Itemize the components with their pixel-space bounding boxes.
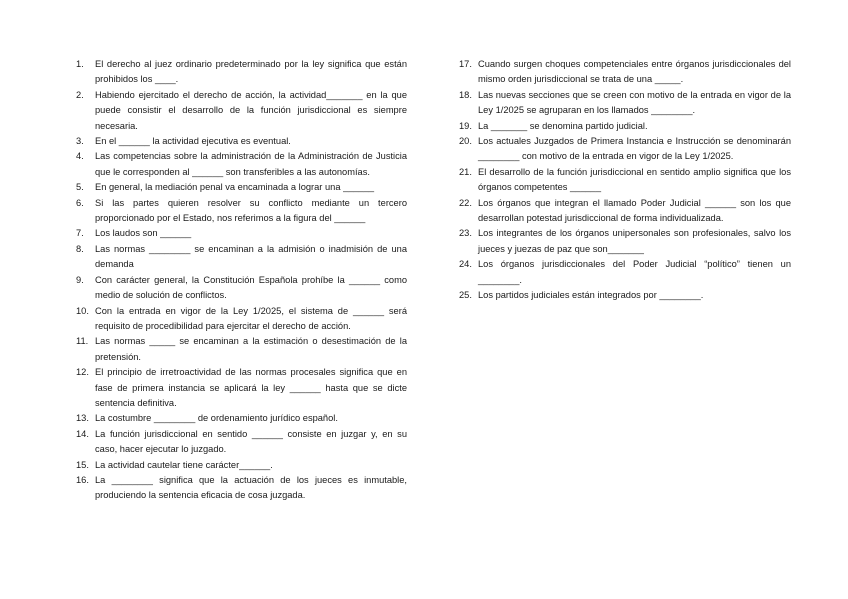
question-text: La ________ significa que la actuación de los jueces es inmutable, produciendo la sentencia eficacia de cosa juzgada. — [95, 474, 407, 501]
question-item — [76, 226, 407, 241]
question-text: La actividad cautelar tiene carácter______. — [95, 459, 273, 470]
question-number: 2. — [76, 89, 84, 100]
question-number: 1. — [76, 59, 84, 69]
question-number: 21. — [459, 166, 472, 177]
question-text: Si las partes quieren resolver su conflicto mediante un tercero proporcionado por el Estado, nos referimos a la figura del ______ — [95, 197, 407, 224]
question-number: 14. — [76, 428, 89, 439]
question-number: 12. — [76, 367, 89, 378]
question-item — [76, 458, 407, 473]
question-text: La función jurisdiccional en sentido ______ consiste en juzgar y, en su caso, hacer ejecutar lo juzgado. — [95, 428, 407, 455]
question-item — [76, 473, 407, 504]
question-item — [76, 334, 407, 365]
question-item — [459, 257, 791, 288]
question-number: 9. — [76, 274, 84, 285]
question-text: Los laudos son ______ — [95, 228, 192, 239]
question-number: 4. — [76, 151, 84, 162]
question-item — [76, 88, 407, 134]
question-text: Los órganos jurisdiccionales del Poder Judicial “político” tienen un ________. — [478, 259, 791, 285]
question-number: 6. — [76, 197, 84, 208]
question-item — [76, 57, 407, 88]
question-item — [76, 365, 407, 411]
question-item — [76, 411, 407, 426]
right-column — [459, 57, 791, 304]
question-item — [76, 273, 407, 304]
question-item — [459, 288, 791, 303]
question-text: Con carácter general, la Constitución Española prohíbe la ______ como medio de solución de conflictos. — [95, 274, 407, 301]
question-text: Los actuales Juzgados de Primera Instancia e Instrucción se denominarán ________ con motivo de la entrada en vigor de la Ley 1/2025. — [478, 136, 791, 162]
question-item — [76, 180, 407, 195]
question-text: Los partidos judiciales están integrados por ________. — [478, 290, 704, 301]
question-text: Cuando surgen choques competenciales entre órganos jurisdiccionales del mismo orden jurisdiccional se trata de una _____. — [478, 59, 791, 85]
question-number: 23. — [459, 228, 472, 239]
question-number: 16. — [76, 474, 89, 485]
question-text: El desarrollo de la función jurisdiccional en sentido amplio significa que los órganos competentes ______ — [478, 166, 791, 193]
question-number: 17. — [459, 59, 472, 69]
question-number: 15. — [76, 459, 89, 470]
question-text: Las competencias sobre la administración de la Administración de Justicia que le corresponden al ______ son transferibles a las autonomías. — [95, 151, 407, 177]
question-text: Las normas _____ se encaminan a la estimación o desestimación de la pretensión. — [95, 336, 407, 362]
question-item — [459, 196, 791, 227]
question-text: La _______ se denomina partido judicial. — [478, 120, 648, 131]
question-number: 10. — [76, 305, 89, 316]
left-column — [76, 57, 407, 504]
question-text: Los integrantes de los órganos unipersonales son profesionales, salvo los jueces y juezas de paz que son_______ — [478, 228, 791, 254]
question-item — [459, 226, 791, 257]
question-item — [76, 196, 407, 227]
question-number: 20. — [459, 136, 472, 147]
question-text: Las nuevas secciones que se creen con motivo de la entrada en vigor de la Ley 1/2025 se agruparan en los llamados ________. — [478, 89, 791, 116]
question-text: Las normas ________ se encaminan a la admisión o inadmisión de una demanda — [95, 243, 407, 270]
question-item — [76, 134, 407, 149]
question-number: 11. — [76, 336, 89, 347]
question-item — [76, 242, 407, 273]
question-text: Habiendo ejercitado el derecho de acción, la actividad_______ en la que puede consistir el desarrollo de la función jurisdiccional es siempre necesaria. — [95, 89, 407, 131]
question-number: 7. — [76, 228, 84, 239]
question-item — [76, 149, 407, 180]
question-item — [459, 119, 791, 134]
question-number: 13. — [76, 413, 89, 424]
question-list-right — [459, 57, 791, 304]
question-item — [459, 165, 791, 196]
question-number: 19. — [459, 120, 472, 131]
question-item — [459, 57, 791, 88]
question-item — [459, 88, 791, 119]
question-text: El principio de irretroactividad de las normas procesales significa que en fase de primera instancia se aplicará la ley ______ hasta que se dicte sentencia definitiva. — [95, 367, 407, 408]
question-text: El derecho al juez ordinario predeterminado por la ley significa que están prohibidos los ____. — [95, 59, 407, 85]
question-number: 22. — [459, 197, 472, 208]
question-text: En el ______ la actividad ejecutiva es eventual. — [95, 136, 291, 147]
question-number: 5. — [76, 182, 84, 193]
question-number: 3. — [76, 136, 84, 147]
question-item — [76, 304, 407, 335]
question-list-left — [76, 57, 407, 504]
question-number: 8. — [76, 243, 84, 254]
question-item — [459, 134, 791, 165]
question-item — [76, 427, 407, 458]
question-text: En general, la mediación penal va encaminada a lograr una ______ — [95, 182, 375, 193]
question-text: Los órganos que integran el llamado Poder Judicial ______ son los que desarrollan potestad jurisdiccional de forma individualizada. — [478, 197, 791, 224]
question-number: 24. — [459, 259, 472, 270]
question-number: 18. — [459, 89, 472, 100]
question-number: 25. — [459, 290, 472, 301]
question-text: Con la entrada en vigor de la Ley 1/2025, el sistema de ______ será requisito de procedibilidad para ejercitar el derecho de acción. — [95, 305, 407, 331]
question-text: La costumbre ________ de ordenamiento jurídico español. — [95, 413, 338, 424]
